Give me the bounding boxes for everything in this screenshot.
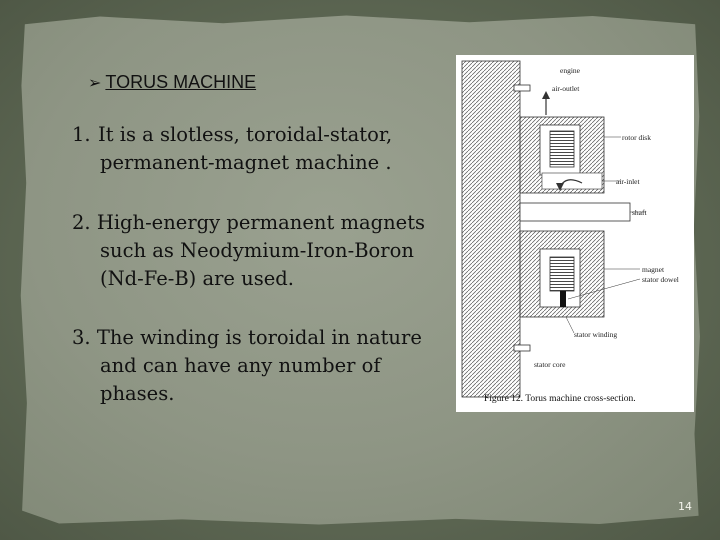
- point-number: 3.: [72, 326, 91, 349]
- label-magnet: magnet: [642, 265, 665, 274]
- engine-block: [462, 61, 520, 397]
- cross-section-diagram: [456, 55, 694, 412]
- mounting-lug: [514, 345, 530, 351]
- lower-stator-winding: [550, 257, 574, 291]
- point-number: 1.: [72, 123, 91, 146]
- label-stator-dowel: stator dowel: [642, 275, 679, 284]
- page-number: 14: [678, 500, 692, 513]
- torus-cross-section-figure: [456, 55, 694, 412]
- point-2: [72, 209, 452, 293]
- point-line: High-energy permanent magnets: [96, 211, 426, 234]
- air-outlet-arrow-icon: [542, 91, 550, 99]
- label-air-outlet: air-outlet: [552, 84, 580, 93]
- arrow-bullet-icon: ➢: [88, 75, 102, 92]
- point-number: 2.: [72, 211, 91, 234]
- point-1: [72, 121, 452, 177]
- point-line: (Nd-Fe-B) are used.: [100, 267, 294, 290]
- point-line: permanent-magnet machine .: [100, 151, 392, 174]
- point-line: phases.: [100, 382, 175, 405]
- label-stator-core: stator core: [534, 360, 566, 369]
- label-engine: engine: [560, 66, 580, 75]
- heading-text: TORUS MACHINE: [105, 72, 257, 92]
- air-inlet-gap: [542, 173, 602, 189]
- mounting-lug: [514, 85, 530, 91]
- figure-caption: Figure 12. Torus machine cross-section.: [484, 394, 636, 404]
- stator-dowel: [560, 291, 566, 307]
- point-line: and can have any number of: [100, 354, 381, 377]
- point-3: [72, 324, 452, 408]
- slide-heading: [88, 72, 256, 93]
- label-air-inlet: air-inlet: [616, 177, 640, 186]
- shaft: [520, 203, 630, 221]
- point-line: It is a slotless, toroidal-stator,: [98, 123, 393, 146]
- point-line: such as Neodymium-Iron-Boron: [100, 239, 414, 262]
- label-stator-winding: stator winding: [574, 330, 618, 339]
- label-shaft: shaft: [632, 208, 647, 217]
- point-line: The winding is toroidal in nature: [96, 326, 422, 349]
- upper-stator-winding: [550, 131, 574, 167]
- label-rotor-disk: rotor disk: [622, 133, 651, 142]
